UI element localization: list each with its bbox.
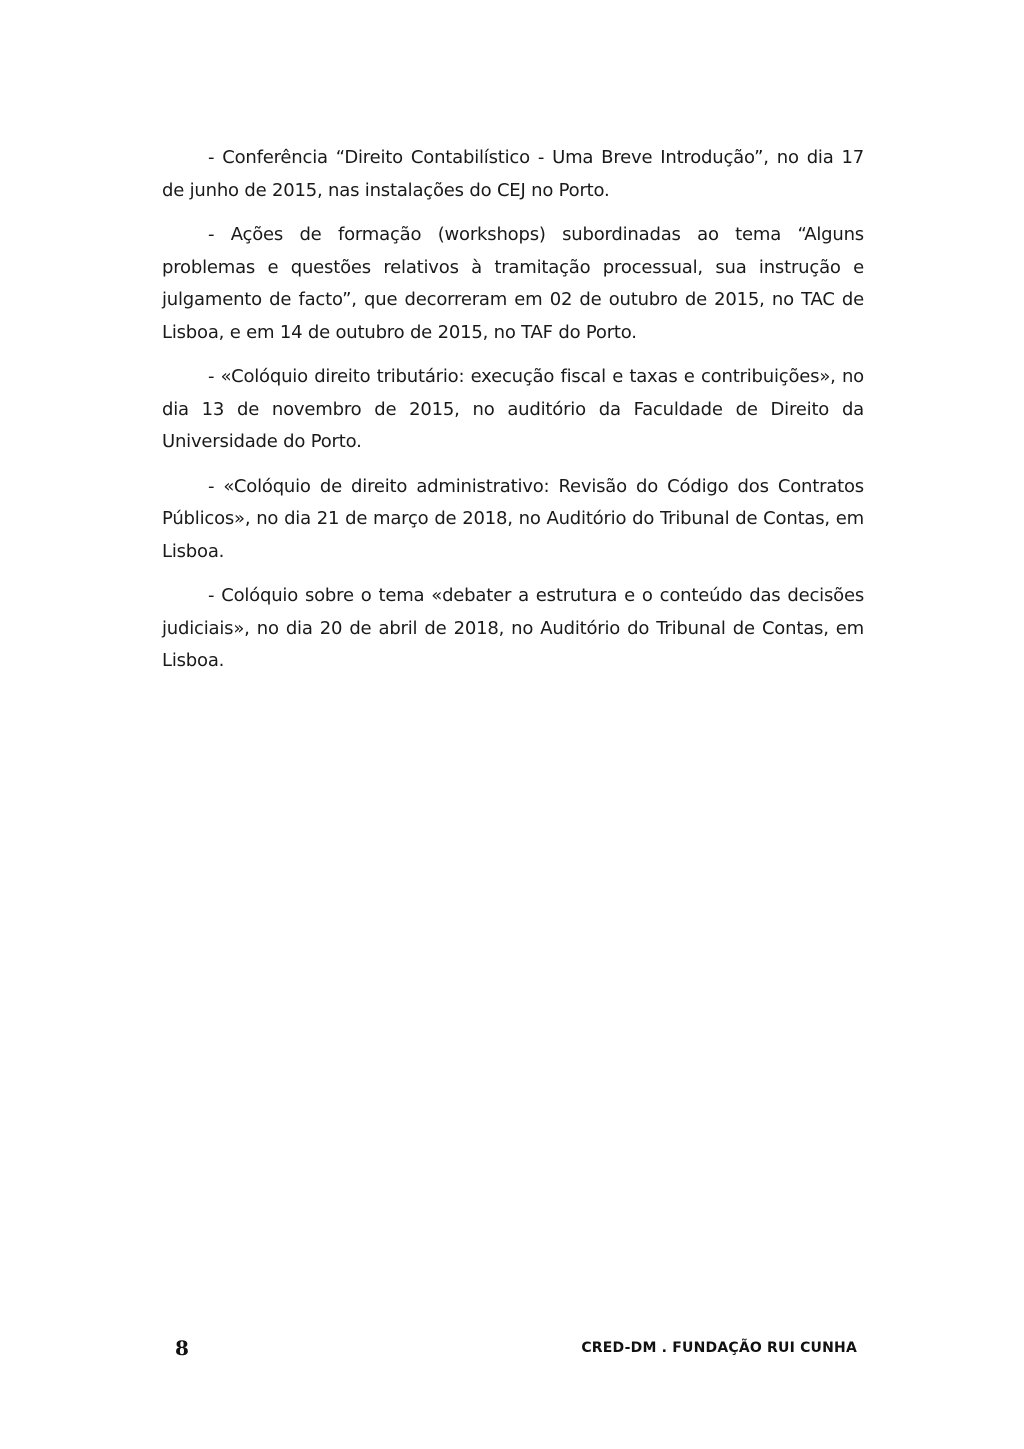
page-number: 8 [175, 1336, 189, 1360]
paragraph-workshops: - Ações de formação (workshops) subordinadas ao tema “Alguns problemas e questões relativos à tramitação processual, sua instrução e julgamento de facto”, que decorreram em 02 de outubro de 2015, no TAC de Lisboa, e em 14 de outubro de 2015, no TAF do Porto. [162, 224, 864, 343]
paragraph-coloquio-tributario: - «Colóquio direito tributário: execução fiscal e taxas e contribuições», no dia 13 de novembro de 2015, no auditório da Faculdade de Direito da Universidade do Porto. [162, 366, 864, 452]
body-text [162, 142, 864, 690]
footer-label: CRED-DM . FUNDAÇÃO RUI CUNHA [581, 1340, 857, 1356]
paragraph-conferencia: - Conferência “Direito Contabilístico - Uma Breve Introdução”, no dia 17 de junho de 2015, nas instalações do CEJ no Porto. [162, 147, 864, 201]
paragraph-coloquio-decisoes: - Colóquio sobre o tema «debater a estrutura e o conteúdo das decisões judiciais», no dia 20 de abril de 2018, no Auditório do Tribunal de Contas, em Lisboa. [162, 585, 864, 671]
page-footer [175, 1336, 857, 1366]
paragraph-coloquio-administrativo: - «Colóquio de direito administrativo: Revisão do Código dos Contratos Públicos», no dia 21 de março de 2018, no Auditório do Tribunal de Contas, em Lisboa. [162, 475, 864, 562]
